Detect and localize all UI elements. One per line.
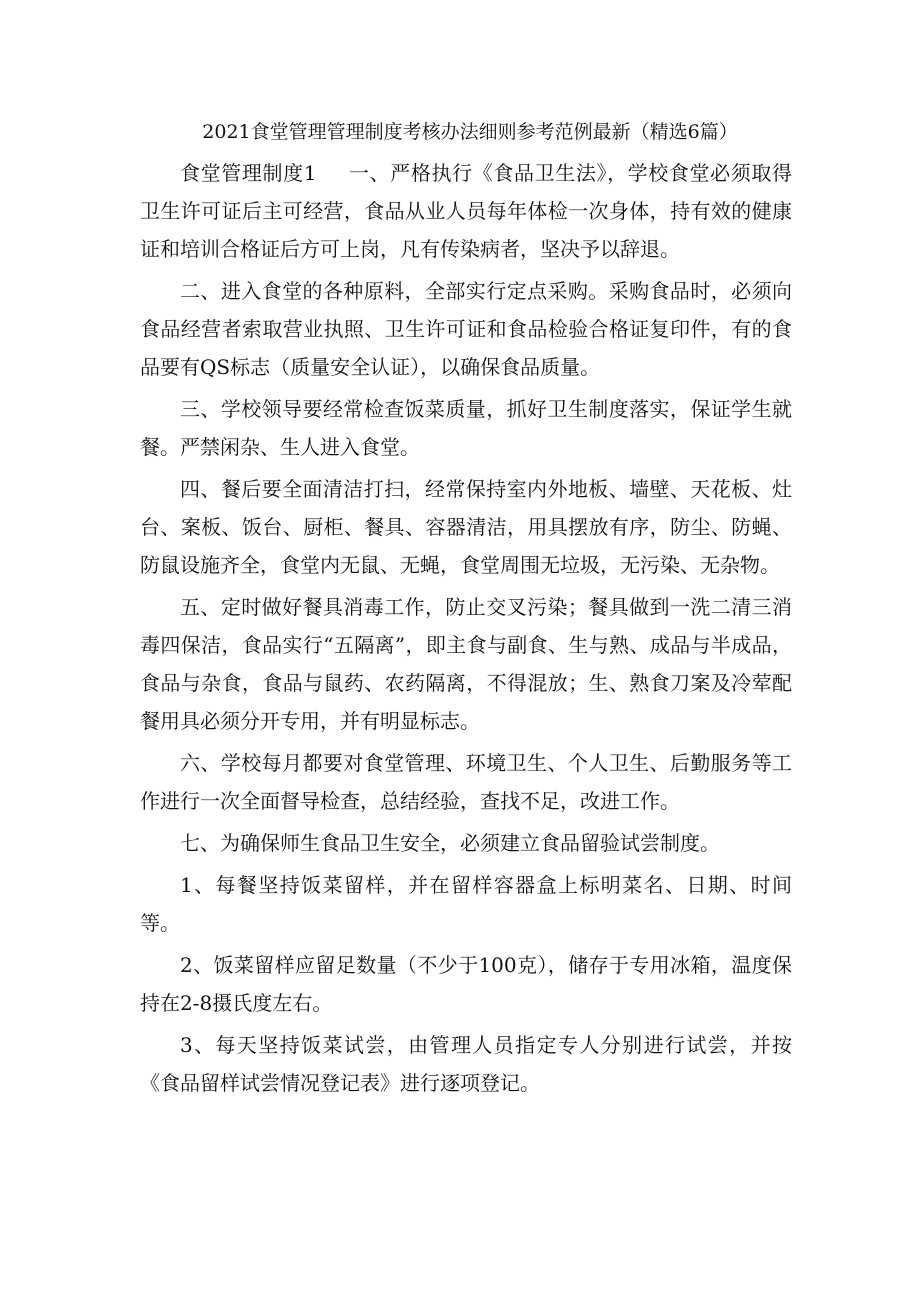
paragraph-2: 二、进入食堂的各种原料，全部实行定点采购。采购食品时，必须向食品经营者索取营业执照、卫生许可证和食品检验合格证复印件，有的食品要有QS标志（质量安全认证），以确保食品质量。 [140,279,792,379]
document-title: 2021食堂管理管理制度考核办法细则参考范例最新（精选6篇） [202,121,738,143]
paragraph-1-text: 一、严格执行《食品卫生法》，学校食堂必须取得卫生许可证后主可经营，食品从业人员每年体检一次身体，持有效的健康证和培训合格证后方可上岗，凡有传染病者，坚决予以辞退。 [140,161,793,261]
paragraph-8: 1、每餐坚持饭菜留样，并在留样容器盒上标明菜名、日期、时间等。 [140,873,792,935]
paragraph-3: 三、学校领导要经常检查饭菜质量，抓好卫生制度落实，保证学生就餐。严禁闲杂、生人进入食堂。 [140,397,792,459]
paragraph-1 [140,154,792,268]
paragraph-10: 3、每天坚持饭菜试尝，由管理人员指定专人分别进行试尝，并按《食品留样试尝情况登记表》进行逐项登记。 [140,1033,792,1095]
paragraph-4: 四、餐后要全面清洁打扫，经常保持室内外地板、墙壁、天花板、灶台、案板、饭台、厨柜、餐具、容器清洁，用具摆放有序，防尘、防蝇、防鼠设施齐全，食堂内无鼠、无蝇，食堂周围无垃圾，无污染、无杂物。 [140,477,792,577]
paragraph-5: 五、定时做好餐具消毒工作，防止交叉污染；餐具做到一洗二清三消毒四保洁，食品实行“五隔离”，即主食与副食、生与熟、成品与半成品，食品与杂食，食品与鼠药、农药隔离，不得混放；生、熟食刀案及冷荤配餐用具必须分开专用，并有明显标志。 [140,595,792,733]
paragraph-7: 七、为确保师生食品卫生安全，必须建立食品留验试尝制度。 [180,831,720,855]
document-body [140,154,792,1106]
section-label: 食堂管理制度1 [180,161,317,185]
paragraph-9: 2、饭菜留样应留足数量（不少于100克），储存于专用冰箱，温度保持在2-8摄氏度左右。 [140,953,792,1015]
paragraph-6: 六、学校每月都要对食堂管理、环境卫生、个人卫生、后勤服务等工作进行一次全面督导检查，总结经验，查找不足，改进工作。 [140,751,792,813]
